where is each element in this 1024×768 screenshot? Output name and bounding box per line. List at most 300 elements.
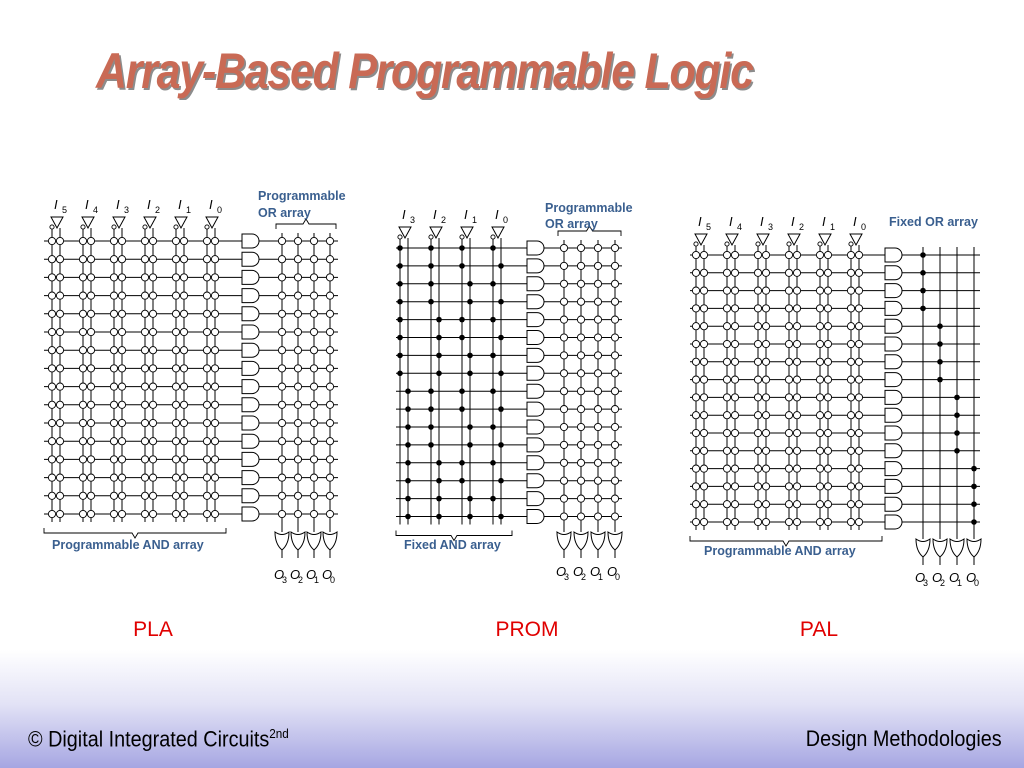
programmable-node — [762, 483, 769, 490]
programmable-node — [294, 347, 301, 354]
fixed-node — [937, 359, 943, 365]
programmable-node — [278, 383, 285, 390]
inverter-bubble-icon — [491, 235, 495, 239]
programmable-node — [855, 483, 862, 490]
programmable-node — [211, 456, 218, 463]
programmable-node — [56, 328, 63, 335]
fixed-node — [937, 377, 943, 383]
programmable-node — [172, 438, 179, 445]
programmable-node — [310, 401, 317, 408]
programmable-node — [855, 412, 862, 419]
programmable-node — [785, 429, 792, 436]
programmable-node — [754, 376, 761, 383]
and-gate-icon — [885, 266, 902, 280]
programmable-node — [824, 394, 831, 401]
programmable-node — [79, 456, 86, 463]
fixed-node — [428, 424, 434, 430]
or-gate-icon — [291, 532, 305, 550]
input-label-subscript: 5 — [706, 222, 712, 232]
programmable-node — [754, 447, 761, 454]
fixed-node — [467, 514, 473, 520]
and-gate-icon — [242, 416, 259, 430]
programmable-node — [294, 237, 301, 244]
programmable-node — [326, 438, 333, 445]
input-label-subscript: 4 — [93, 205, 99, 215]
programmable-node — [48, 510, 55, 517]
programmable-node — [87, 256, 94, 263]
fixed-node — [397, 245, 403, 251]
inverter-bubble-icon — [725, 242, 729, 246]
programmable-node — [785, 269, 792, 276]
programmable-node — [48, 474, 55, 481]
output-label-subscript: 1 — [957, 578, 963, 588]
programmable-node — [577, 495, 584, 502]
programmable-node — [326, 492, 333, 499]
programmable-node — [816, 483, 823, 490]
programmable-node — [700, 429, 707, 436]
output-label: O — [915, 570, 926, 585]
programmable-node — [700, 412, 707, 419]
programmable-node — [824, 358, 831, 365]
programmable-node — [141, 456, 148, 463]
output-label: O — [322, 567, 333, 582]
programmable-node — [816, 429, 823, 436]
programmable-node — [203, 274, 210, 281]
and-gate-icon — [885, 373, 902, 387]
programmable-node — [180, 310, 187, 317]
programmable-node — [824, 305, 831, 312]
programmable-node — [203, 383, 210, 390]
programmable-node — [855, 501, 862, 508]
programmable-node — [692, 412, 699, 419]
input-label-subscript: 1 — [186, 205, 192, 215]
programmable-node — [79, 328, 86, 335]
programmable-node — [48, 256, 55, 263]
programmable-node — [326, 274, 333, 281]
programmable-node — [611, 352, 618, 359]
prom-or-label-line2: OR array — [545, 217, 598, 231]
programmable-node — [294, 419, 301, 426]
pla-and-label: Programmable AND array — [52, 538, 204, 552]
programmable-node — [149, 510, 156, 517]
programmable-node — [692, 465, 699, 472]
programmable-node — [816, 501, 823, 508]
programmable-node — [754, 412, 761, 419]
programmable-node — [723, 340, 730, 347]
programmable-node — [560, 352, 567, 359]
input-label: I — [760, 214, 764, 229]
programmable-node — [560, 298, 567, 305]
fixed-node — [405, 478, 411, 484]
programmable-node — [723, 251, 730, 258]
input-label-subscript: 2 — [799, 222, 805, 232]
programmable-node — [141, 510, 148, 517]
brace — [276, 219, 336, 229]
programmable-node — [824, 287, 831, 294]
input-label-subscript: 0 — [861, 222, 867, 232]
input-label: I — [698, 214, 702, 229]
programmable-node — [110, 237, 117, 244]
output-label-subscript: 3 — [923, 578, 929, 588]
fixed-node — [405, 388, 411, 394]
programmable-node — [692, 483, 699, 490]
programmable-node — [211, 292, 218, 299]
programmable-node — [847, 251, 854, 258]
fixed-node — [490, 496, 496, 502]
programmable-node — [793, 429, 800, 436]
fixed-node — [490, 388, 496, 394]
programmable-node — [326, 365, 333, 372]
pal-name: PAL — [799, 618, 839, 641]
programmable-node — [310, 274, 317, 281]
fixed-node — [397, 263, 403, 269]
programmable-node — [149, 419, 156, 426]
fixed-node — [467, 299, 473, 305]
programmable-node — [762, 340, 769, 347]
input-label-subscript: 4 — [737, 222, 743, 232]
programmable-node — [577, 334, 584, 341]
prom-and-label: Fixed AND array — [404, 538, 501, 552]
programmable-node — [700, 447, 707, 454]
inverter-bubble-icon — [81, 225, 85, 229]
programmable-node — [824, 501, 831, 508]
programmable-node — [180, 274, 187, 281]
programmable-node — [203, 438, 210, 445]
or-gate-icon — [307, 532, 321, 550]
programmable-node — [294, 274, 301, 281]
input-label-subscript: 2 — [441, 215, 447, 225]
programmable-node — [310, 510, 317, 517]
fixed-node — [436, 317, 442, 323]
programmable-node — [172, 510, 179, 517]
programmable-node — [294, 310, 301, 317]
output-label-subscript: 0 — [330, 575, 336, 585]
input-label-subscript: 5 — [62, 205, 68, 215]
programmable-node — [294, 438, 301, 445]
and-gate-icon — [527, 295, 544, 309]
programmable-node — [824, 465, 831, 472]
programmable-node — [594, 459, 601, 466]
programmable-node — [785, 447, 792, 454]
programmable-node — [310, 347, 317, 354]
programmable-node — [594, 513, 601, 520]
programmable-node — [560, 244, 567, 251]
programmable-node — [310, 256, 317, 263]
programmable-node — [294, 492, 301, 499]
programmable-node — [594, 477, 601, 484]
fixed-node — [436, 371, 442, 377]
programmable-node — [594, 441, 601, 448]
programmable-node — [211, 274, 218, 281]
prom-diagram — [396, 207, 622, 582]
pla-or-label-line1: Programmable — [258, 189, 346, 203]
programmable-node — [762, 376, 769, 383]
input-label: I — [495, 207, 499, 222]
and-gate-icon — [527, 366, 544, 380]
programmable-node — [731, 483, 738, 490]
programmable-node — [294, 256, 301, 263]
inverter-bubble-icon — [112, 225, 116, 229]
programmable-node — [723, 323, 730, 330]
programmable-node — [692, 251, 699, 258]
fixed-node — [459, 388, 465, 394]
programmable-node — [785, 340, 792, 347]
programmable-node — [48, 438, 55, 445]
programmable-node — [723, 287, 730, 294]
programmable-node — [180, 237, 187, 244]
programmable-node — [79, 274, 86, 281]
programmable-node — [692, 269, 699, 276]
programmable-node — [149, 365, 156, 372]
programmable-node — [118, 383, 125, 390]
programmable-node — [847, 305, 854, 312]
fixed-node — [459, 317, 465, 323]
programmable-node — [56, 401, 63, 408]
programmable-node — [855, 358, 862, 365]
programmable-node — [785, 251, 792, 258]
programmable-node — [793, 323, 800, 330]
programmable-node — [79, 256, 86, 263]
fixed-node — [428, 281, 434, 287]
programmable-node — [731, 305, 738, 312]
programmable-node — [611, 370, 618, 377]
programmable-node — [762, 465, 769, 472]
fixed-node — [490, 281, 496, 287]
programmable-node — [793, 305, 800, 312]
programmable-node — [847, 465, 854, 472]
programmable-node — [785, 287, 792, 294]
programmable-node — [141, 492, 148, 499]
programmable-node — [149, 256, 156, 263]
output-label-subscript: 3 — [282, 575, 288, 585]
output-label: O — [949, 570, 960, 585]
programmable-node — [211, 510, 218, 517]
programmable-node — [48, 419, 55, 426]
programmable-node — [172, 328, 179, 335]
fixed-node — [954, 448, 960, 454]
fixed-node — [467, 496, 473, 502]
programmable-node — [180, 510, 187, 517]
programmable-node — [692, 429, 699, 436]
programmable-node — [611, 495, 618, 502]
programmable-node — [110, 456, 117, 463]
programmable-node — [141, 347, 148, 354]
programmable-node — [785, 323, 792, 330]
and-gate-icon — [242, 343, 259, 357]
fixed-node — [436, 335, 442, 341]
programmable-node — [56, 474, 63, 481]
programmable-node — [203, 510, 210, 517]
output-label-subscript: 0 — [974, 578, 980, 588]
or-gate-icon — [323, 532, 337, 550]
programmable-node — [110, 419, 117, 426]
programmable-node — [141, 310, 148, 317]
programmable-node — [816, 251, 823, 258]
programmable-node — [762, 412, 769, 419]
programmable-node — [118, 419, 125, 426]
programmable-node — [180, 474, 187, 481]
programmable-node — [110, 292, 117, 299]
programmable-node — [141, 419, 148, 426]
output-label-subscript: 1 — [598, 572, 604, 582]
programmable-node — [278, 310, 285, 317]
programmable-node — [785, 483, 792, 490]
or-gate-icon — [608, 532, 622, 550]
programmable-node — [855, 394, 862, 401]
programmable-node — [48, 237, 55, 244]
programmable-node — [855, 269, 862, 276]
programmable-node — [692, 394, 699, 401]
fixed-node — [498, 406, 504, 412]
output-label: O — [306, 567, 317, 582]
fixed-node — [405, 442, 411, 448]
and-gate-icon — [527, 474, 544, 488]
fixed-node — [428, 442, 434, 448]
programmable-node — [816, 305, 823, 312]
programmable-node — [577, 298, 584, 305]
programmable-node — [754, 518, 761, 525]
programmable-node — [211, 310, 218, 317]
programmable-node — [785, 465, 792, 472]
programmable-node — [816, 358, 823, 365]
and-gate-icon — [885, 248, 902, 262]
programmable-node — [816, 447, 823, 454]
programmable-node — [294, 365, 301, 372]
output-label: O — [966, 570, 977, 585]
output-label: O — [556, 564, 567, 579]
programmable-node — [118, 328, 125, 335]
programmable-node — [847, 412, 854, 419]
fixed-node — [498, 442, 504, 448]
fixed-node — [920, 288, 926, 294]
programmable-node — [326, 419, 333, 426]
input-label: I — [147, 197, 151, 212]
programmable-node — [48, 401, 55, 408]
programmable-node — [278, 256, 285, 263]
programmable-node — [577, 406, 584, 413]
footer-course-title — [28, 726, 289, 752]
programmable-node — [149, 474, 156, 481]
fixed-node — [490, 317, 496, 323]
input-label: I — [729, 214, 733, 229]
programmable-node — [723, 358, 730, 365]
programmable-node — [785, 518, 792, 525]
programmable-node — [79, 492, 86, 499]
programmable-node — [577, 459, 584, 466]
programmable-node — [731, 323, 738, 330]
fixed-node — [498, 335, 504, 341]
programmable-node — [149, 438, 156, 445]
programmable-node — [692, 305, 699, 312]
programmable-node — [211, 365, 218, 372]
programmable-node — [855, 340, 862, 347]
programmable-node — [611, 513, 618, 520]
programmable-node — [211, 492, 218, 499]
programmable-node — [577, 370, 584, 377]
programmable-node — [855, 518, 862, 525]
programmable-node — [855, 447, 862, 454]
programmable-node — [560, 513, 567, 520]
programmable-node — [310, 419, 317, 426]
output-label: O — [290, 567, 301, 582]
programmable-node — [731, 501, 738, 508]
fixed-node — [436, 460, 442, 466]
programmable-node — [855, 251, 862, 258]
programmable-node — [110, 438, 117, 445]
programmable-node — [79, 438, 86, 445]
programmable-node — [692, 340, 699, 347]
and-gate-icon — [527, 384, 544, 398]
and-gate-icon — [527, 438, 544, 452]
programmable-node — [560, 477, 567, 484]
programmable-node — [560, 280, 567, 287]
programmable-node — [700, 465, 707, 472]
input-label-subscript: 3 — [768, 222, 774, 232]
programmable-node — [180, 347, 187, 354]
programmable-node — [326, 328, 333, 335]
programmable-node — [560, 316, 567, 323]
programmable-node — [762, 251, 769, 258]
fixed-node — [954, 395, 960, 401]
fixed-node — [490, 353, 496, 359]
programmable-node — [594, 370, 601, 377]
programmable-node — [203, 474, 210, 481]
programmable-node — [278, 328, 285, 335]
programmable-node — [700, 269, 707, 276]
programmable-node — [847, 501, 854, 508]
programmable-node — [847, 340, 854, 347]
and-gate-icon — [527, 510, 544, 524]
programmable-node — [731, 340, 738, 347]
programmable-node — [110, 365, 117, 372]
programmable-node — [87, 401, 94, 408]
footer-chapter-title: Design Methodologies — [806, 726, 1002, 751]
programmable-node — [594, 244, 601, 251]
programmable-node — [731, 412, 738, 419]
programmable-node — [762, 358, 769, 365]
programmable-node — [793, 340, 800, 347]
programmable-node — [611, 423, 618, 430]
programmable-node — [87, 365, 94, 372]
programmable-node — [326, 310, 333, 317]
programmable-node — [692, 376, 699, 383]
input-label: I — [85, 197, 89, 212]
programmable-node — [141, 383, 148, 390]
programmable-node — [824, 429, 831, 436]
programmable-node — [149, 292, 156, 299]
programmable-node — [172, 365, 179, 372]
programmable-node — [577, 316, 584, 323]
programmable-node — [48, 383, 55, 390]
programmable-node — [211, 347, 218, 354]
programmable-node — [310, 328, 317, 335]
programmable-node — [700, 394, 707, 401]
programmable-node — [110, 492, 117, 499]
output-label-subscript: 3 — [564, 572, 570, 582]
programmable-node — [824, 483, 831, 490]
programmable-node — [611, 334, 618, 341]
input-label-subscript: 3 — [124, 205, 130, 215]
input-label-subscript: 1 — [472, 215, 478, 225]
programmable-node — [110, 310, 117, 317]
programmable-node — [762, 287, 769, 294]
programmable-node — [824, 269, 831, 276]
inverter-bubble-icon — [398, 235, 402, 239]
programmable-node — [310, 383, 317, 390]
fixed-node — [971, 484, 977, 490]
programmable-node — [278, 401, 285, 408]
and-gate-icon — [242, 380, 259, 394]
